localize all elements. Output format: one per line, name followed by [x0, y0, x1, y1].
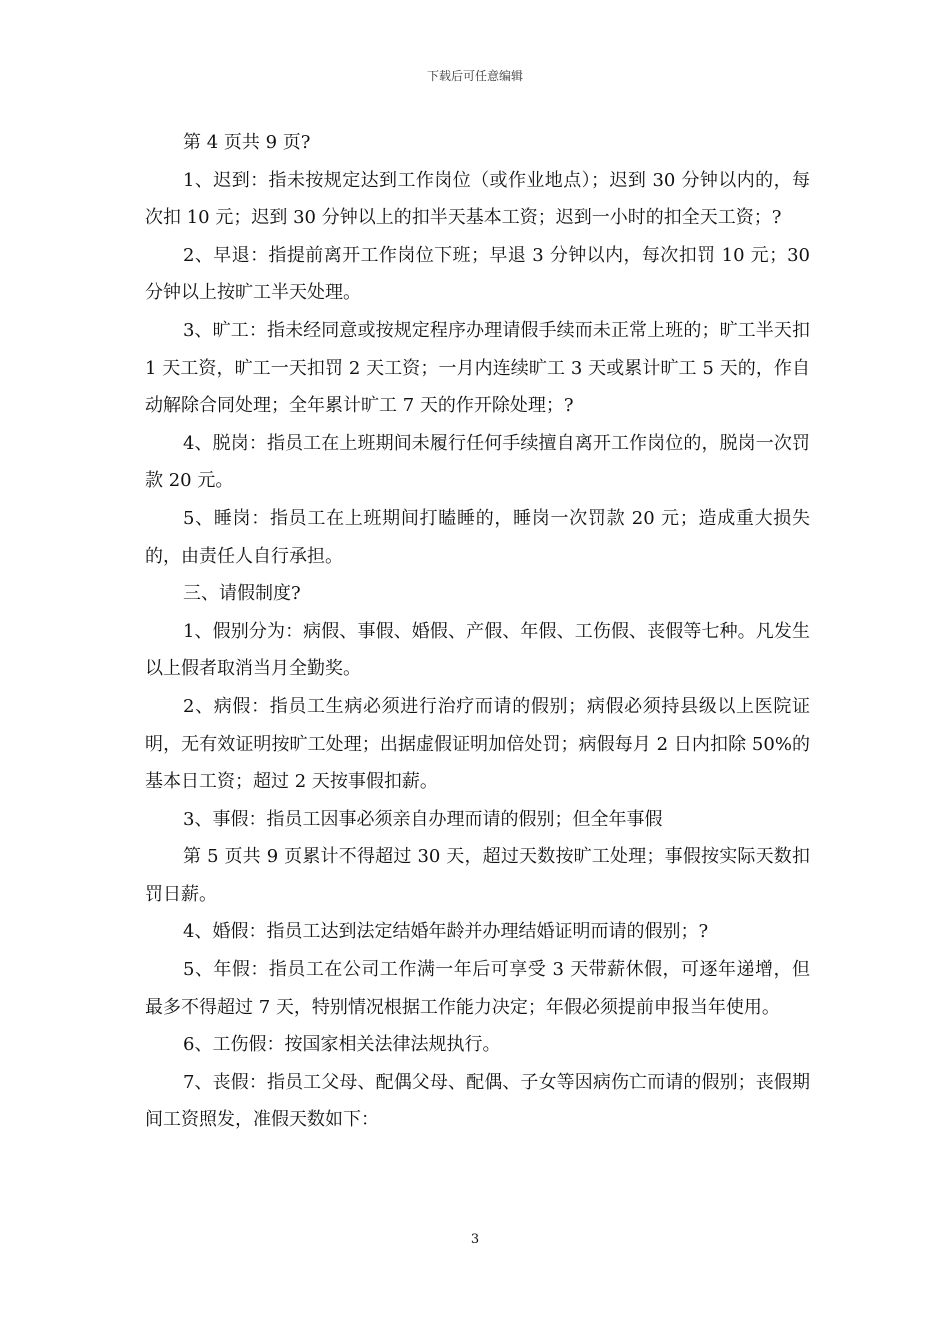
paragraph-work-injury-leave: 6、工伤假：按国家相关法律法规执行。 [183, 1034, 501, 1056]
paragraph-sick-leave: 2、病假：指员工生病必须进行治疗而请的假别；病假必须持县级以上医院证明，无有效证明按旷工处理；出据虚假证明加倍处罚；病假每月 2 日内扣除 50%的基本日工资；超过 2 天按事假扣薪。 [145, 695, 810, 793]
page-number: 3 [470, 1232, 480, 1247]
paragraph-sleeping-on-duty: 5、睡岗：指员工在上班期间打瞌睡的，睡岗一次罚款 20 元；造成重大损失的，由责任人自行承担。 [145, 507, 810, 567]
paragraph-leave-types: 1、假别分为：病假、事假、婚假、产假、年假、工伤假、丧假等七种。凡发生以上假者取消当月全勤奖。 [145, 620, 810, 680]
section-heading-leave-policy: 三、请假制度? [183, 583, 301, 605]
page-header: 下载后可任意编辑 [426, 69, 523, 83]
paragraph-personal-leave-continued: 第 5 页共 9 页累计不得超过 30 天，超过天数按旷工处理；事假按实际天数扣罚日薪。 [145, 846, 810, 905]
paragraph-personal-leave: 3、事假：指员工因事必须亲自办理而请的假别；但全年事假 [183, 808, 663, 830]
paragraph-late-arrival: 1、迟到：指未按规定达到工作岗位（或作业地点）；迟到 30 分钟以内的，每次扣 10 元；迟到 30 分钟以上的扣半天基本工资；迟到一小时的扣全天工资；? [145, 169, 810, 229]
paragraph-absenteeism: 3、旷工：指未经同意或按规定程序办理请假手续而未正常上班的；旷工半天扣 1 天工资，旷工一天扣罚 2 天工资；一月内连续旷工 3 天或累计旷工 5 天的，作自动解除合同处理；全年累计旷工 7 天的作开除处理；? [145, 319, 810, 417]
paragraph-leaving-post: 4、脱岗：指员工在上班期间未履行任何手续擅自离开工作岗位的，脱岗一次罚款 20 元。 [145, 432, 810, 492]
paragraph-early-leave: 2、早退：指提前离开工作岗位下班；早退 3 分钟以内，每次扣罚 10 元；30 分钟以上按旷工半天处理。 [145, 244, 810, 304]
paragraph-annual-leave: 5、年假：指员工在公司工作满一年后可享受 3 天带薪休假，可逐年递增，但最多不得超过 7 天，特别情况根据工作能力决定；年假必须提前申报当年使用。 [145, 959, 810, 1018]
paragraph-marriage-leave: 4、婚假：指员工达到法定结婚年龄并办理结婚证明而请的假别；? [183, 921, 709, 943]
paragraph-bereavement-leave: 7、丧假：指员工父母、配偶父母、配偶、子女等因病伤亡而请的假别；丧假期间工资照发，准假天数如下： [145, 1071, 810, 1131]
paragraph-page-marker-4: 第 4 页共 9 页? [183, 132, 311, 153]
document-body [145, 124, 810, 1139]
